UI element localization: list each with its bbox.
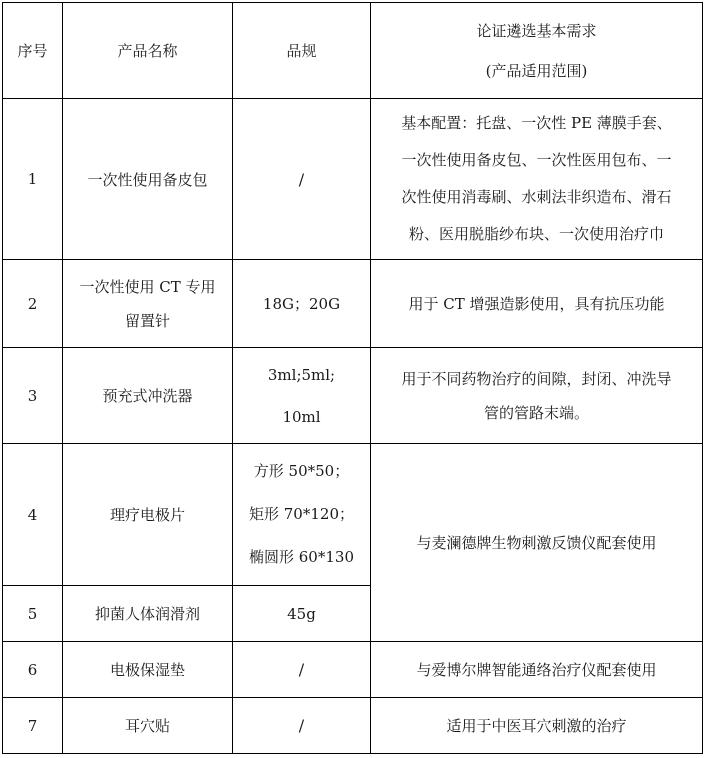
row-requirement xyxy=(371,99,703,260)
spec-line: 椭圆形 60*130 xyxy=(249,548,354,566)
row-product-name: 理疗电极片 xyxy=(63,444,233,586)
row-spec xyxy=(233,348,371,444)
requirement-line: 用于不同药物治疗的间隙，封闭、冲洗导 xyxy=(401,369,672,388)
row-product-name: 一次性使用备皮包 xyxy=(63,99,233,260)
row-requirement: 适用于中医耳穴刺激的治疗 xyxy=(371,698,703,754)
table-row xyxy=(3,642,703,698)
product-name-line: 留置针 xyxy=(124,311,170,330)
row-requirement xyxy=(371,348,703,444)
row-spec: 18G；20G xyxy=(233,260,371,348)
requirement-line: 管的管路末端。 xyxy=(483,403,589,422)
table-row xyxy=(3,444,703,586)
row-spec xyxy=(233,444,371,586)
requirement-line: 基本配置：托盘、一次性 PE 薄膜手套、 xyxy=(401,114,672,132)
requirement-line: 粉、医用脱脂纱布块、一次使用治疗巾 xyxy=(408,225,664,243)
row-seq: 1 xyxy=(3,99,63,260)
row-product-name: 电极保湿垫 xyxy=(63,642,233,698)
table-row xyxy=(3,99,703,260)
header-requirement-subtitle: (产品适用范围) xyxy=(485,61,588,80)
table-row xyxy=(3,698,703,754)
row-spec: / xyxy=(233,99,371,260)
spec-line: 3ml;5ml; xyxy=(267,365,336,384)
table-row xyxy=(3,260,703,348)
row-product-name: 抑菌人体润滑剂 xyxy=(63,586,233,642)
row-seq: 4 xyxy=(3,444,63,586)
row-seq: 7 xyxy=(3,698,63,754)
requirement-line: 次性使用消毒刷、水刺法非织造布、滑石 xyxy=(401,188,672,206)
header-name: 产品名称 xyxy=(63,3,233,99)
row-requirement: 用于 CT 增强造影使用，具有抗压功能 xyxy=(371,260,703,348)
row-requirement: 与爱博尔牌智能通络治疗仪配套使用 xyxy=(371,642,703,698)
row-spec: 45g xyxy=(233,586,371,642)
row-seq: 2 xyxy=(3,260,63,348)
row-product-name xyxy=(63,260,233,348)
spec-line: 矩形 70*120； xyxy=(249,505,354,523)
header-requirement xyxy=(371,3,703,99)
row-spec: / xyxy=(233,698,371,754)
product-name-line: 一次性使用 CT 专用 xyxy=(79,277,216,296)
row-seq: 5 xyxy=(3,586,63,642)
row-seq: 6 xyxy=(3,642,63,698)
row-spec: / xyxy=(233,642,371,698)
row-product-name: 耳穴贴 xyxy=(63,698,233,754)
product-requirements-table xyxy=(2,2,703,754)
requirement-line: 一次性使用备皮包、一次性医用包布、一 xyxy=(401,151,672,169)
row-seq: 3 xyxy=(3,348,63,444)
header-row xyxy=(3,3,703,99)
spec-line: 方形 50*50； xyxy=(253,462,350,480)
table-row xyxy=(3,348,703,444)
spec-line: 10ml xyxy=(282,407,321,426)
header-requirement-title: 论证遴选基本需求 xyxy=(476,21,597,40)
row-requirement-merged: 与麦澜德牌生物刺激反馈仪配套使用 xyxy=(371,444,703,642)
header-spec: 品规 xyxy=(233,3,371,99)
row-product-name: 预充式冲洗器 xyxy=(63,348,233,444)
header-seq: 序号 xyxy=(3,3,63,99)
